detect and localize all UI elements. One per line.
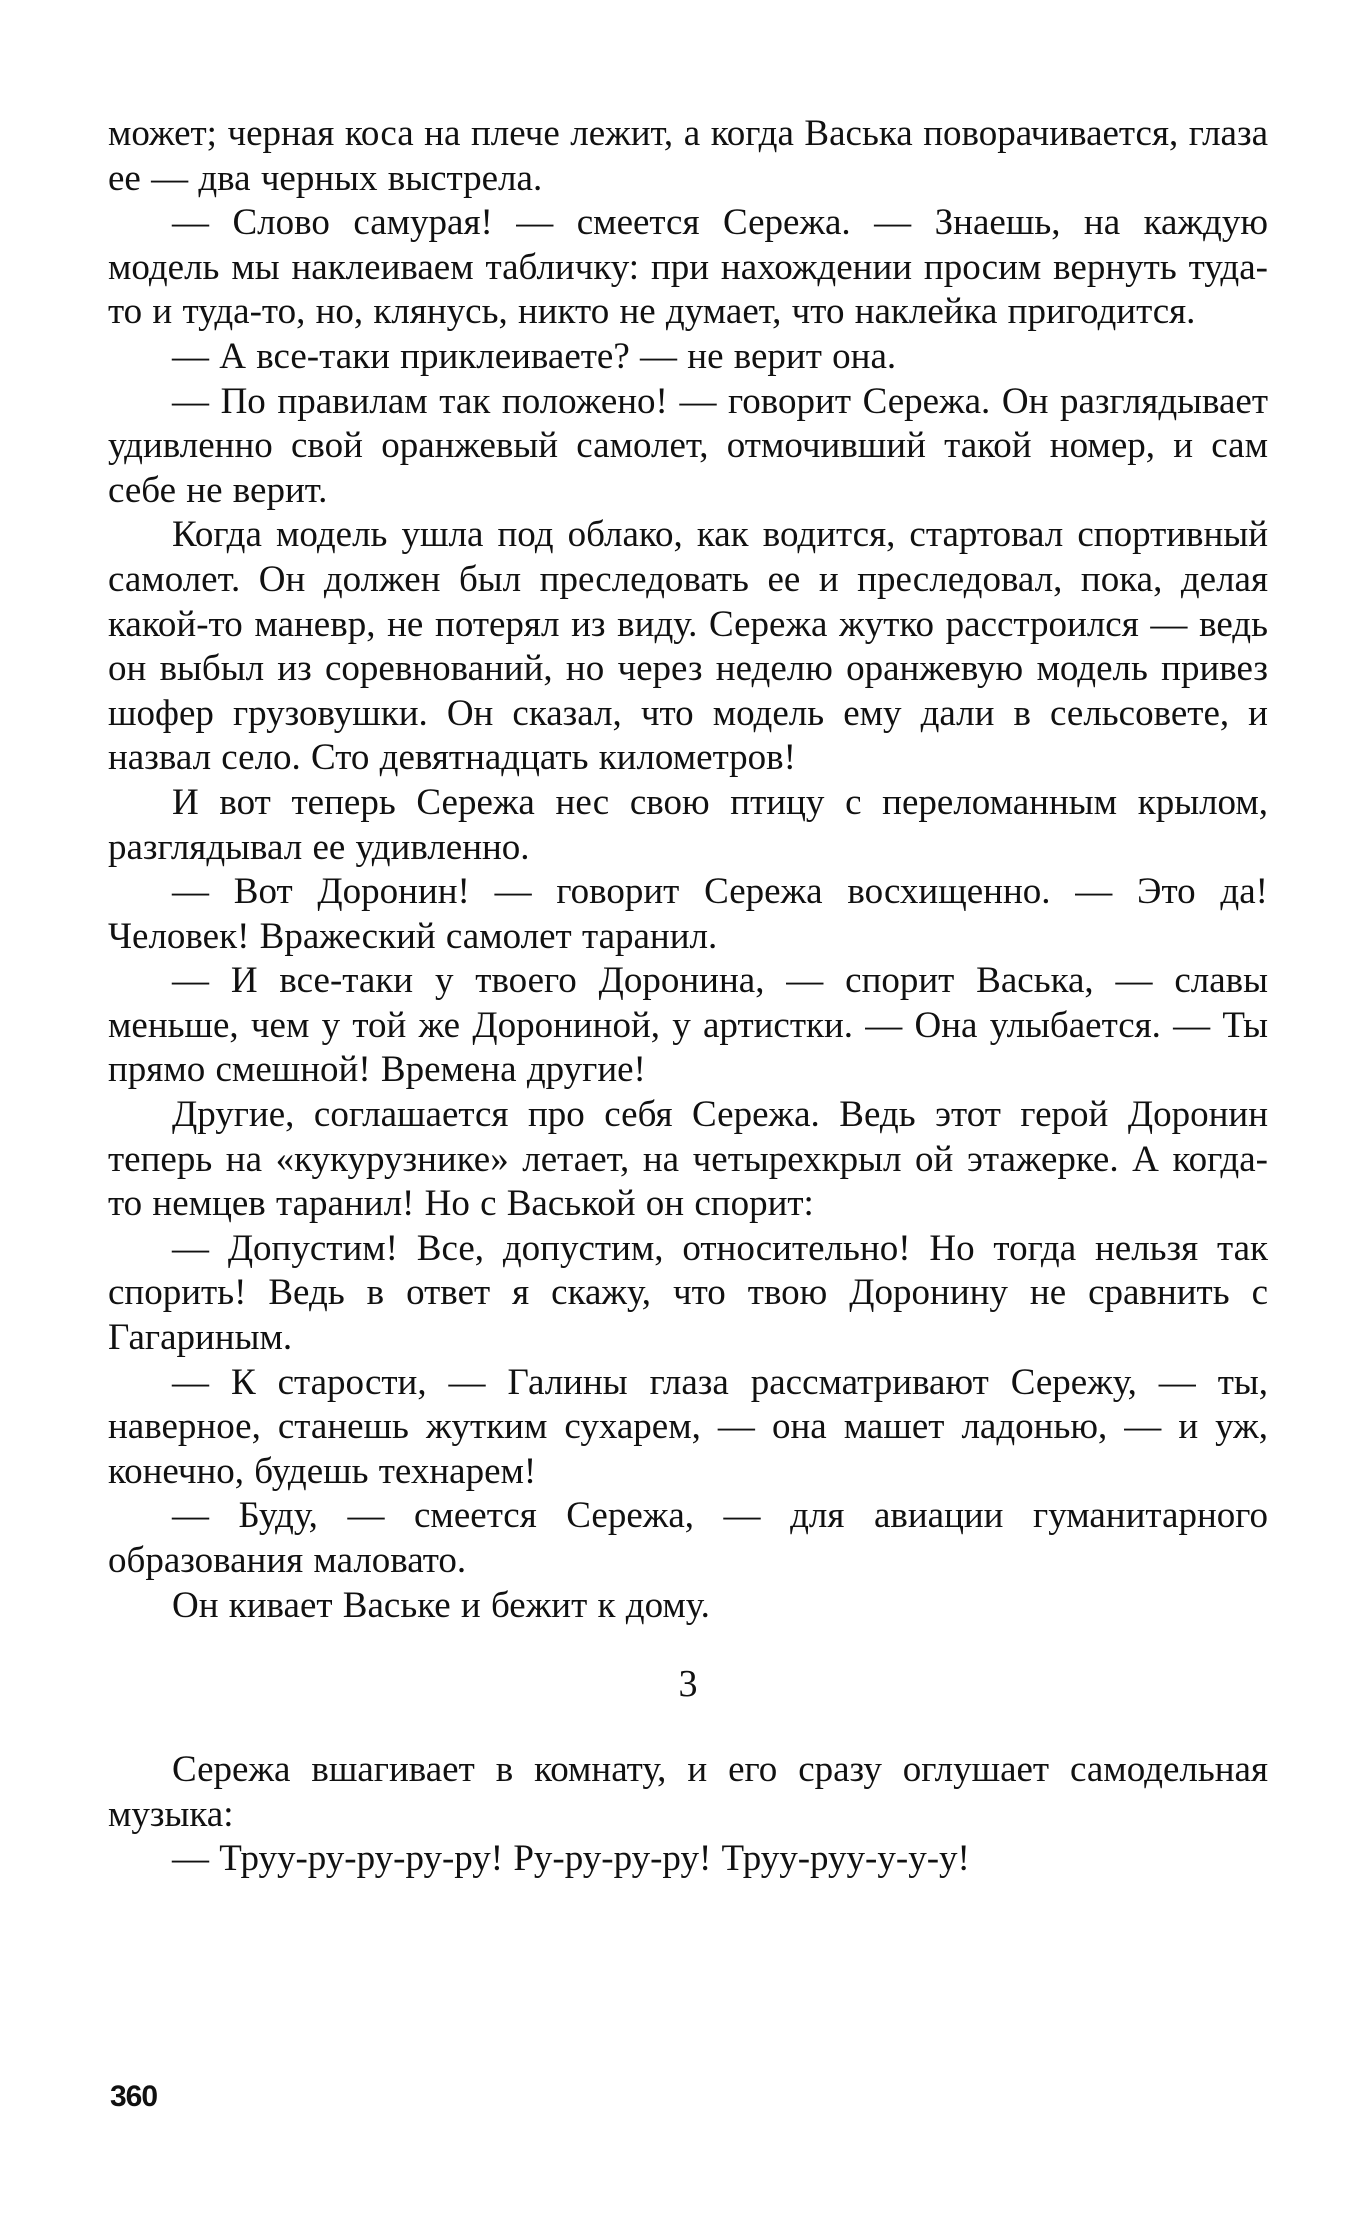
body-text — [108, 112, 1268, 1882]
paragraph: Он кивает Ваське и бежит к дому. — [172, 1584, 710, 1626]
paragraph: Сережа вшагивает в комнату, и его сразу оглушает самодельная музыка: — [108, 1749, 1268, 1835]
chapter-number: 3 — [678, 1663, 698, 1706]
paragraph: — Вот Доронин! — говорит Сережа восхищенно. — Это да! Человек! Вражеский самолет таранил. — [108, 871, 1268, 957]
text-before-chapter — [108, 112, 1268, 1628]
paragraph: — Труу-ру-ру-ру-ру! Ру-ру-ру-ру! Труу-руу-у-у-у! — [172, 1838, 970, 1880]
paragraph: — А все-таки приклеиваете? — не верит она. — [172, 335, 897, 377]
page-number: 360 — [110, 2080, 158, 2113]
paragraph: — Буду, — смеется Сережа, — для авиации гуманитарного образования маловато. — [108, 1495, 1268, 1581]
paragraph: — Допустим! Все, допустим, относительно! Но тогда нельзя так спорить! Ведь в ответ я скажу, что твою Доронину не сравнить с Гагариным. — [108, 1227, 1268, 1359]
paragraph: — И все-таки у твоего Доронина, — спорит Васька, — славы меньше, чем у той же Дорониной, у артистки. — Она улыбается. — Ты прямо смешной! Времена другие! — [108, 960, 1268, 1091]
paragraph: — По правилам так положено! — говорит Сережа. Он разглядывает удивленно свой оранжевый самолет, отмочивший такой номер, и сам себе не верит. — [108, 380, 1268, 511]
book-page — [108, 112, 1268, 2192]
paragraph: Другие, соглашается про себя Сережа. Ведь этот герой Доронин теперь на «кукурузнике» летает, на четырехкрыл ой этажерке. А когда-то немцев таранил! Но с Васькой он спорит: — [108, 1094, 1268, 1225]
paragraph: Когда модель ушла под облако, как водится, стартовал спортивный самолет. Он должен был преследовать ее и преследовал, пока, делая какой-то маневр, не потерял из виду. Сережа жутко расстроился — ведь он выбыл из соревнований, но через неделю оранжевую модель привез шофер грузовушки. Он сказал, что модель ему дали в сельсовете, и назвал село. Сто девятнадцать километров! — [108, 514, 1268, 779]
text-after-chapter — [108, 1748, 1268, 1882]
paragraph: И вот теперь Сережа нес свою птицу с переломанным крылом, разглядывал ее удивленно. — [108, 781, 1268, 868]
paragraph: — К старости, — Галины глаза рассматривают Сережу, — ты, наверное, станешь жутким сухарем, — она машет ладонью, — и уж, конечно, будешь технарем! — [108, 1361, 1268, 1492]
paragraph: — Слово самурая! — смеется Сережа. — Знаешь, на каждую модель мы наклеиваем табличку: при нахождении просим вернуть туда-то и туда-то, но, клянусь, никто не думает, что наклейка пригодится. — [108, 202, 1268, 333]
paragraph: может; черная коса на плече лежит, а когда Васька поворачивается, глаза ее — два черных выстрела. — [108, 113, 1268, 199]
